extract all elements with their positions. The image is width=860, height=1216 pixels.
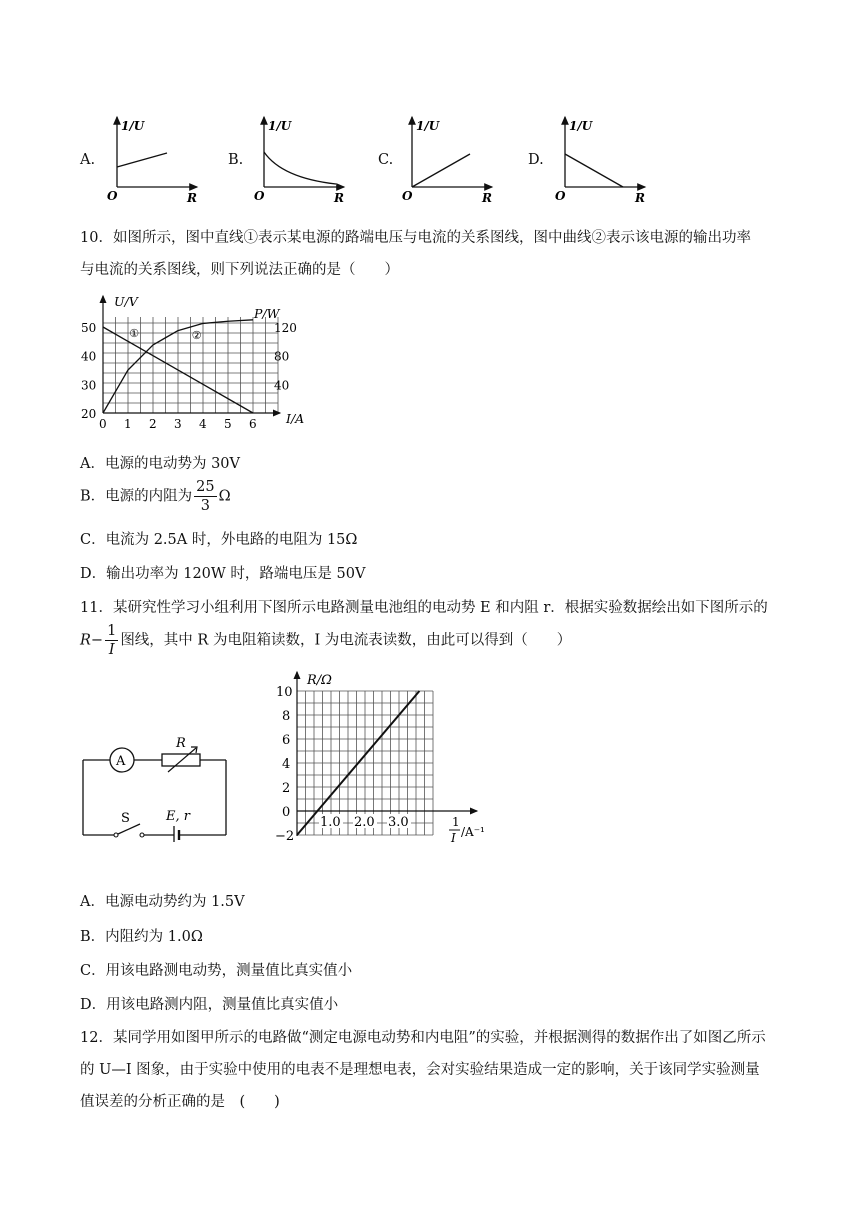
svg-text:1/U: 1/U <box>569 119 593 133</box>
q9-option-d-label: D. <box>528 152 544 168</box>
q10-option-c: C．电流为 2.5A 时，外电路的电阻为 15Ω <box>80 532 358 548</box>
resistor-label: R <box>176 736 186 751</box>
q10-y-left-tick: 40 <box>81 349 97 364</box>
q11-chart <box>272 664 502 854</box>
svg-text:R: R <box>334 191 344 205</box>
q10-y-right-tick: 40 <box>274 378 290 393</box>
q11-x-label-unit: /A⁻¹ <box>461 825 485 839</box>
q10-x-tick: 5 <box>224 417 232 431</box>
q10-y-right-tick: 80 <box>274 349 290 364</box>
q11-grid <box>297 691 433 835</box>
svg-text:1/U: 1/U <box>268 119 292 133</box>
q9-a-xlabel: R <box>187 191 197 205</box>
q10-x-label: I/A <box>286 411 305 426</box>
q11-y-tick: 4 <box>282 757 291 772</box>
q10-option-a: A．电源的电动势为 30V <box>80 456 241 472</box>
q11-x-label-den: I <box>451 831 456 845</box>
q11-option-c: C．用该电路测电动势，测量值比真实值小 <box>80 963 353 979</box>
q9-option-c-graph <box>400 112 500 207</box>
q11-x-tick: 3.0 <box>388 815 409 830</box>
svg-text:O: O <box>402 189 413 203</box>
q10-y-left-tick: 30 <box>81 378 97 393</box>
q10-y-right-tick: 120 <box>274 321 297 335</box>
q11-circuit <box>78 730 238 842</box>
resistor-icon <box>162 754 200 766</box>
q11-stem-line1: 11．某研究性学习小组利用下图所示电路测量电池组的电动势 E 和内阻 r．根据实验数据绘出如下图所示的 <box>80 600 768 616</box>
q12-stem-line1: 12．某同学用如图甲所示的电路做“测定电源电动势和内电阻”的实验，并根据测得的数据作出了如图乙所示 <box>80 1030 766 1046</box>
q11-y-label: R/Ω <box>307 673 332 688</box>
q11-option-d: D．用该电路测内阻，测量值比真实值小 <box>80 997 339 1013</box>
q9-option-b-label: B. <box>228 152 244 168</box>
q9-option-b-graph <box>252 112 352 207</box>
q9-option-d-graph <box>553 112 653 207</box>
q10-stem-line2: 与电流的关系图线，则下列说法正确的是（ ） <box>80 262 399 278</box>
q10-y-left-label: U/V <box>114 294 138 309</box>
svg-text:O: O <box>254 189 265 203</box>
svg-text:O: O <box>555 189 566 203</box>
q10-y-right-label: P/W <box>254 306 280 321</box>
q10-x-tick: 2 <box>149 417 157 431</box>
q10-x-tick: 6 <box>249 417 257 431</box>
q9-option-c-label: C. <box>378 152 394 168</box>
q9-option-a-label: A. <box>80 152 96 168</box>
q9-option-a-graph <box>105 112 205 207</box>
svg-text:R: R <box>482 191 492 205</box>
q11-y-tick: 8 <box>282 709 291 724</box>
svg-text:1/U: 1/U <box>416 119 440 133</box>
q9-a-origin: O <box>107 189 118 203</box>
q10-option-b: B．电源的内阻为 $\frac{25}{3}$ Ω <box>80 479 231 514</box>
q10-series-2-label: ② <box>191 329 202 343</box>
q11-option-b: B．内阻约为 1.0Ω <box>80 929 203 945</box>
q12-stem-line3: 值误差的分析正确的是 ( ) <box>80 1094 280 1110</box>
q11-x-tick: 1.0 <box>320 815 341 830</box>
svg-text:R: R <box>635 191 645 205</box>
q10-x-tick: 0 <box>99 417 107 431</box>
q12-stem-line2: 的 U—I 图象，由于实验中使用的电表不是理想电表，会对实验结果造成一定的影响，关于该同学实验测量 <box>80 1062 760 1078</box>
q11-y-tick: 6 <box>282 733 291 748</box>
q11-y-tick: −2 <box>275 829 295 844</box>
q10-x-tick: 4 <box>199 417 207 431</box>
q10-y-left-tick: 20 <box>81 407 97 421</box>
q10-option-d: D．输出功率为 120W 时，路端电压是 50V <box>80 566 366 582</box>
q10-chart <box>78 292 318 434</box>
q10-y-left-tick: 50 <box>81 321 97 335</box>
q11-x-tick: 2.0 <box>354 815 375 830</box>
q11-y-tick: 0 <box>282 805 291 820</box>
q10-series-1-label: ① <box>129 327 140 341</box>
q11-x-label-num: 1 <box>452 815 460 829</box>
q9-a-ylabel: 1/U <box>121 119 145 133</box>
q10-x-tick: 3 <box>174 417 182 431</box>
q11-option-a: A．电源电动势约为 1.5V <box>80 894 245 910</box>
q10-x-tick: 1 <box>124 417 132 431</box>
switch-label: S <box>121 811 130 826</box>
ammeter-label: A <box>116 754 126 769</box>
q11-y-tick: 2 <box>282 781 291 796</box>
battery-label: E, r <box>166 809 190 824</box>
q11-stem-line2: R− $\frac{1}{I}$ 图线，其中 R 为电阻箱读数，I 为电流表读数，由此可以得到（ ） <box>80 623 572 658</box>
q11-y-tick: 10 <box>276 685 293 700</box>
q10-stem-line1: 10．如图所示，图中直线①表示某电源的路端电压与电流的关系图线，图中曲线②表示该电源的输出功率 <box>80 230 751 246</box>
